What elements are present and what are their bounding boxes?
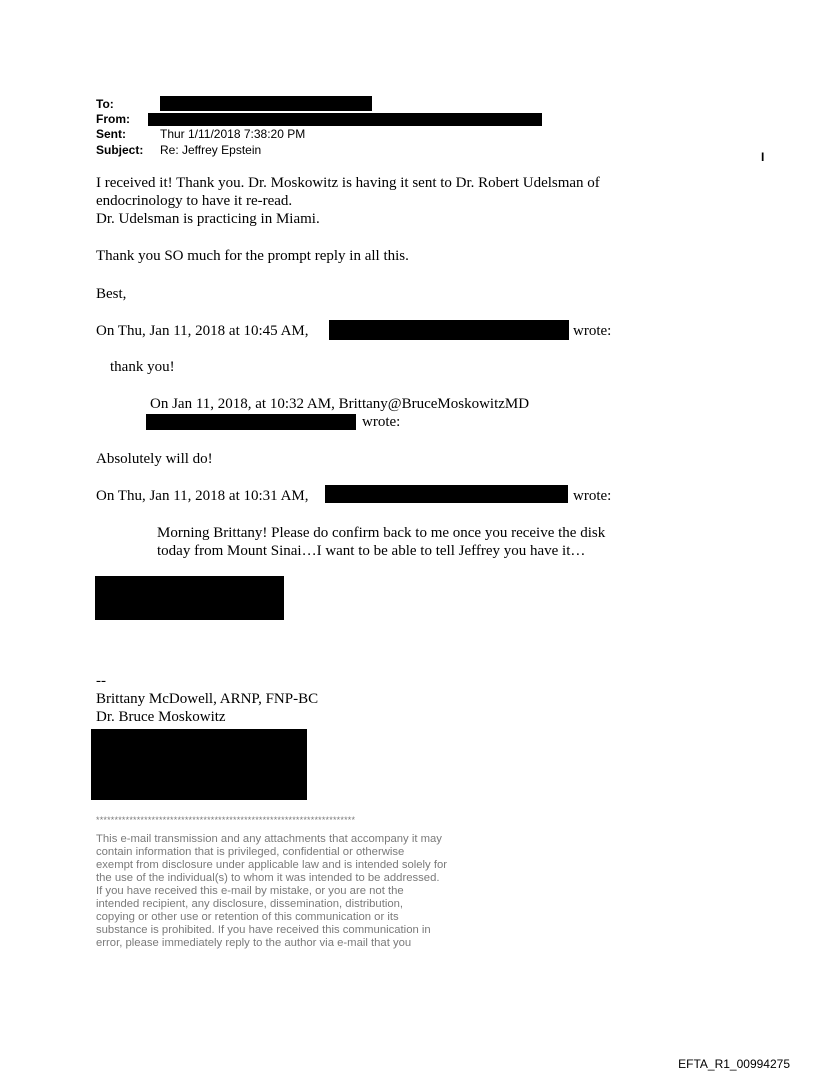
body-closing: Best, [96,286,127,302]
body-line-2: endocrinology to have it re-read. [96,193,293,209]
margin-mark: I [761,150,765,164]
disclaimer-line: intended recipient, any disclosure, dissemination, distribution, [96,898,404,910]
quote3-line-2: today from Mount Sinai…I want to be able to tell Jeffrey you have it… [157,543,586,559]
disclaimer-line: If you have received this e-mail by mistake, or you are not the [96,885,404,897]
body-line-3: Dr. Udelsman is practicing in Miami. [96,211,320,227]
disclaimer-line: contain information that is privileged, confidential or otherwise [96,846,405,858]
quote3-sender-redaction [325,485,568,503]
quote2-wrote: wrote: [362,414,401,430]
quote2-sender-redaction [146,414,356,430]
quote3-wrote: wrote: [573,488,612,504]
to-redaction [160,96,372,111]
subject-label: Subject: [96,143,144,157]
body-thanks: Thank you SO much for the prompt reply in all this. [96,248,409,264]
sent-label: Sent: [96,127,126,141]
subject-value: Re: Jeffrey Epstein [160,143,262,157]
disclaimer-line: This e-mail transmission and any attachments that accompany it may [96,833,442,845]
quote1-text: thank you! [110,359,175,375]
quote1-wrote: wrote: [573,323,612,339]
quote3-line-1: Morning Brittany! Please do confirm back to me once you receive the disk [157,525,606,541]
disclaimer-line: exempt from disclosure under applicable law and is intended solely for [96,859,448,871]
from-redaction [148,113,542,126]
sent-value: Thur 1/11/2018 7:38:20 PM [160,127,306,141]
address-redaction [91,729,307,800]
quote3-header: On Thu, Jan 11, 2018 at 10:31 AM, [96,488,309,504]
from-label: From: [96,112,130,126]
quote1-sender-redaction [329,320,569,340]
signature-name: Brittany McDowell, ARNP, FNP-BC [96,691,319,707]
signature-office: Dr. Bruce Moskowitz [96,709,226,725]
disclaimer-stars: ********************************************************************** [96,815,356,825]
quote2-header: On Jan 11, 2018, at 10:32 AM, Brittany@BruceMoskowitzMD [150,396,530,412]
to-label: To: [96,97,114,111]
disclaimer-line: substance is prohibited. If you have received this communication in [96,924,431,936]
signature-dashes: -- [96,673,106,689]
disclaimer-line: copying or other use or retention of this communication or its [96,911,399,923]
disclaimer-line: the use of the individual(s) to whom it was intended to be addressed. [96,872,440,884]
quote1-header: On Thu, Jan 11, 2018 at 10:45 AM, [96,323,309,339]
body-line-1: I received it! Thank you. Dr. Moskowitz is having it sent to Dr. Robert Udelsman of [96,175,600,191]
disclaimer-line: error, please immediately reply to the author via e-mail that you [96,937,412,949]
signature-block-redaction [95,576,284,620]
quote2-text: Absolutely will do! [96,451,213,467]
document-id: EFTA_R1_00994275 [678,1057,790,1071]
